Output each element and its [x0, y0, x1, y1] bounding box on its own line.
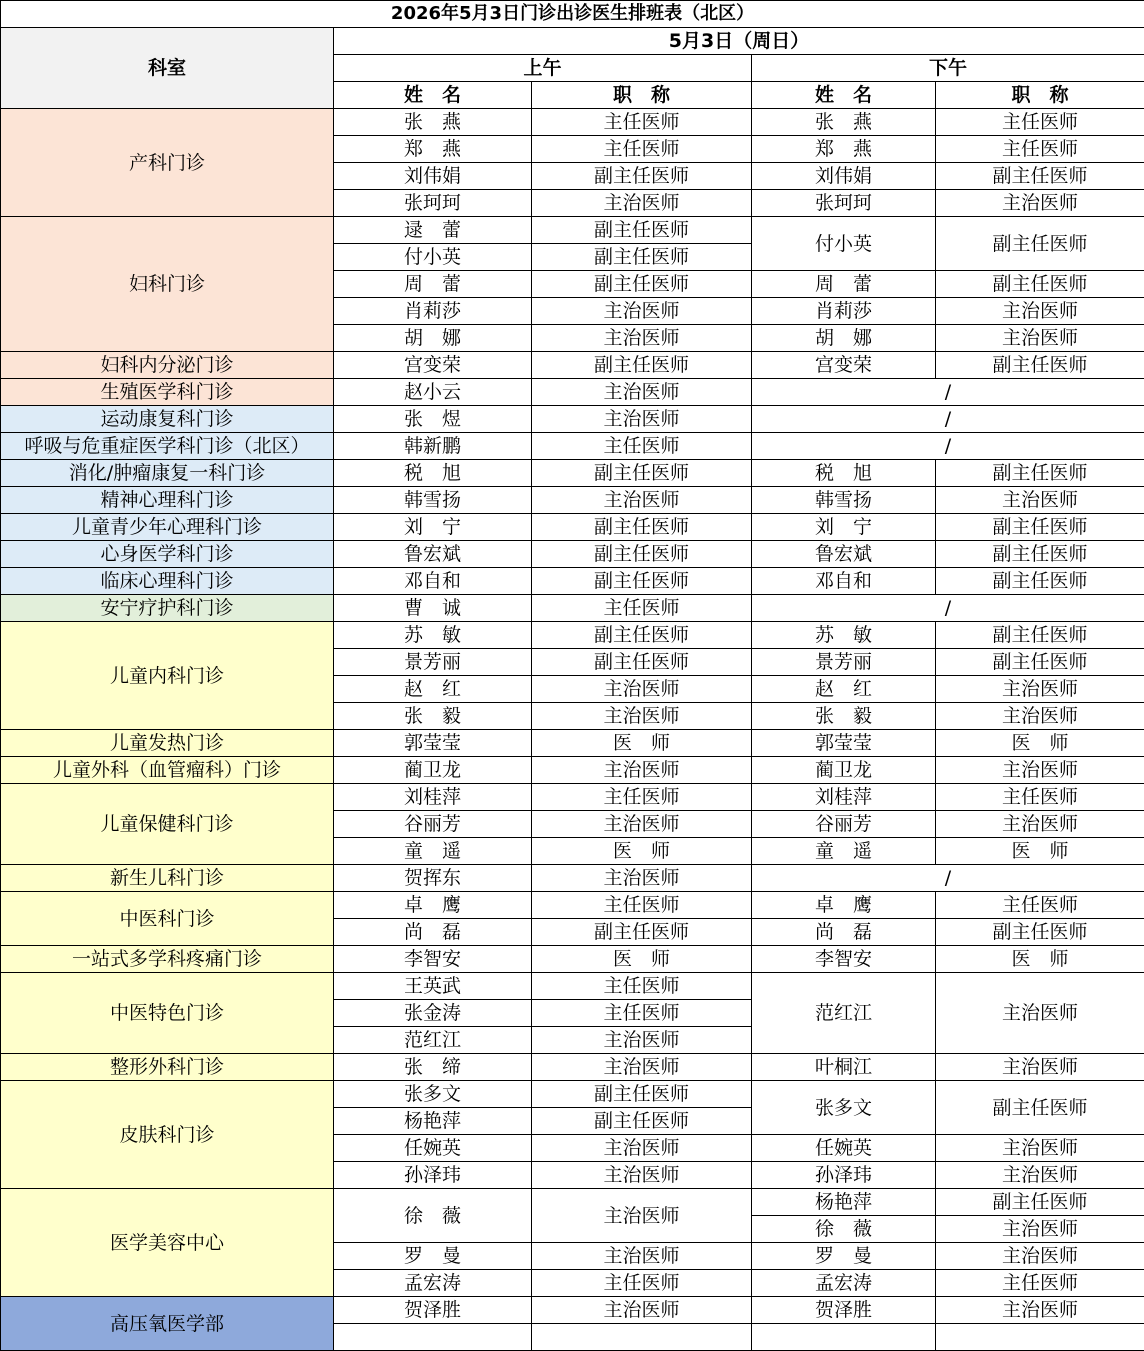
pm-rank-header: 职 称 — [936, 82, 1144, 109]
pm-rank-cell: 副主任医师 — [936, 1081, 1144, 1135]
pm-name-cell: 卓 鹰 — [752, 892, 936, 919]
am-rank-cell: 主任医师 — [532, 1000, 752, 1027]
am-name-cell: 赵小云 — [334, 379, 532, 406]
am-name-cell: 付小英 — [334, 244, 532, 271]
am-name-cell: 贺泽胜 — [334, 1297, 532, 1324]
am-name-cell: 刘 宁 — [334, 514, 532, 541]
am-rank-cell: 主任医师 — [532, 892, 752, 919]
pm-name-cell: 刘桂萍 — [752, 784, 936, 811]
pm-rank-cell: 主治医师 — [936, 757, 1144, 784]
dept-cell: 妇科门诊 — [1, 217, 334, 352]
dept-cell: 精神心理科门诊 — [1, 487, 334, 514]
am-name-cell: 宫变荣 — [334, 352, 532, 379]
am-name-cell: 张 燕 — [334, 109, 532, 136]
am-rank-cell: 副主任医师 — [532, 244, 752, 271]
pm-name-cell: 任婉英 — [752, 1135, 936, 1162]
am-rank-cell: 主治医师 — [532, 1297, 752, 1324]
dept-cell: 新生儿科门诊 — [1, 865, 334, 892]
table-row — [1, 1297, 1144, 1324]
am-name-cell: 刘桂萍 — [334, 784, 532, 811]
am-rank-cell: 副主任医师 — [532, 919, 752, 946]
am-name-cell: 赵 红 — [334, 676, 532, 703]
am-name-cell: 张多文 — [334, 1081, 532, 1108]
table-row — [1, 541, 1144, 568]
pm-rank-cell: 主治医师 — [936, 676, 1144, 703]
pm-rank-cell: 主治医师 — [936, 1054, 1144, 1081]
am-rank-cell: 副主任医师 — [532, 649, 752, 676]
table-row — [1, 892, 1144, 919]
dept-cell: 心身医学科门诊 — [1, 541, 334, 568]
am-name-cell: 税 旭 — [334, 460, 532, 487]
pm-name-cell: 李智安 — [752, 946, 936, 973]
am-name-cell: 孙泽玮 — [334, 1162, 532, 1189]
pm-no-clinic-cell: / — [752, 595, 1144, 622]
am-rank-cell: 主治医师 — [532, 190, 752, 217]
am-rank-cell: 副主任医师 — [532, 352, 752, 379]
table-row — [1, 460, 1144, 487]
am-name-cell: 童 遥 — [334, 838, 532, 865]
am-name-cell: 张金涛 — [334, 1000, 532, 1027]
pm-name-cell: 叶桐江 — [752, 1054, 936, 1081]
am-name-cell: 张 毅 — [334, 703, 532, 730]
table-row — [1, 1189, 1144, 1216]
dept-cell: 临床心理科门诊 — [1, 568, 334, 595]
pm-name-cell: 孟宏涛 — [752, 1270, 936, 1297]
am-rank-cell: 主治医师 — [532, 676, 752, 703]
am-name-header: 姓 名 — [334, 82, 532, 109]
am-rank-cell: 主治医师 — [532, 1243, 752, 1270]
table-row — [1, 568, 1144, 595]
am-rank-cell: 主任医师 — [532, 784, 752, 811]
table-row — [1, 433, 1144, 460]
pm-name-cell: 宫变荣 — [752, 352, 936, 379]
am-rank-cell: 主治医师 — [532, 1162, 752, 1189]
pm-rank-cell: 主治医师 — [936, 190, 1144, 217]
pm-name-cell: 蔺卫龙 — [752, 757, 936, 784]
pm-rank-cell: 副主任医师 — [936, 352, 1144, 379]
pm-name-cell: 童 遥 — [752, 838, 936, 865]
pm-rank-cell: 副主任医师 — [936, 1189, 1144, 1216]
dept-cell: 妇科内分泌门诊 — [1, 352, 334, 379]
am-name-cell — [334, 1324, 532, 1351]
am-rank-header: 职 称 — [532, 82, 752, 109]
pm-name-cell: 刘 宁 — [752, 514, 936, 541]
am-rank-cell: 主治医师 — [532, 379, 752, 406]
table-row — [1, 487, 1144, 514]
pm-rank-cell: 副主任医师 — [936, 568, 1144, 595]
pm-name-cell: 张 燕 — [752, 109, 936, 136]
table-row — [1, 946, 1144, 973]
am-name-cell: 卓 鹰 — [334, 892, 532, 919]
pm-rank-cell: 副主任医师 — [936, 622, 1144, 649]
am-name-cell: 谷丽芳 — [334, 811, 532, 838]
am-rank-cell: 主治医师 — [532, 406, 752, 433]
pm-rank-cell: 主任医师 — [936, 109, 1144, 136]
pm-rank-cell: 副主任医师 — [936, 163, 1144, 190]
am-name-cell: 景芳丽 — [334, 649, 532, 676]
dept-cell: 儿童青少年心理科门诊 — [1, 514, 334, 541]
table-row — [1, 406, 1144, 433]
pm-no-clinic-cell: / — [752, 433, 1144, 460]
am-rank-cell: 主治医师 — [532, 1027, 752, 1054]
dept-header: 科室 — [1, 28, 334, 109]
am-name-cell: 韩雪扬 — [334, 487, 532, 514]
am-name-cell: 刘伟娟 — [334, 163, 532, 190]
am-name-cell: 贺挥东 — [334, 865, 532, 892]
am-rank-cell: 副主任医师 — [532, 163, 752, 190]
pm-rank-cell: 副主任医师 — [936, 460, 1144, 487]
pm-rank-cell — [936, 1324, 1144, 1351]
pm-name-cell: 鲁宏斌 — [752, 541, 936, 568]
pm-no-clinic-cell: / — [752, 865, 1144, 892]
pm-rank-cell: 医 师 — [936, 946, 1144, 973]
am-rank-cell: 主治医师 — [532, 811, 752, 838]
am-name-cell: 蔺卫龙 — [334, 757, 532, 784]
am-name-cell: 邓自和 — [334, 568, 532, 595]
pm-name-cell: 赵 红 — [752, 676, 936, 703]
am-rank-cell: 主治医师 — [532, 757, 752, 784]
table-row — [1, 730, 1144, 757]
am-name-cell: 张珂珂 — [334, 190, 532, 217]
am-rank-cell: 副主任医师 — [532, 271, 752, 298]
am-name-cell: 张 煜 — [334, 406, 532, 433]
dept-cell: 儿童外科（血管瘤科）门诊 — [1, 757, 334, 784]
table-row — [1, 514, 1144, 541]
pm-name-cell: 范红江 — [752, 973, 936, 1054]
pm-rank-cell: 主任医师 — [936, 136, 1144, 163]
am-name-cell: 杨艳萍 — [334, 1108, 532, 1135]
dept-cell: 整形外科门诊 — [1, 1054, 334, 1081]
pm-name-header: 姓 名 — [752, 82, 936, 109]
pm-name-cell: 罗 曼 — [752, 1243, 936, 1270]
pm-header: 下午 — [752, 55, 1144, 82]
pm-name-cell: 税 旭 — [752, 460, 936, 487]
pm-rank-cell: 主治医师 — [936, 973, 1144, 1054]
pm-rank-cell: 副主任医师 — [936, 514, 1144, 541]
pm-rank-cell: 主治医师 — [936, 703, 1144, 730]
am-rank-cell: 副主任医师 — [532, 622, 752, 649]
am-name-cell: 王英武 — [334, 973, 532, 1000]
am-name-cell: 郑 燕 — [334, 136, 532, 163]
pm-rank-cell: 副主任医师 — [936, 541, 1144, 568]
am-rank-cell: 主任医师 — [532, 433, 752, 460]
am-rank-cell: 主治医师 — [532, 487, 752, 514]
pm-name-cell: 胡 娜 — [752, 325, 936, 352]
am-rank-cell: 医 师 — [532, 730, 752, 757]
dept-cell: 中医科门诊 — [1, 892, 334, 946]
am-rank-cell: 副主任医师 — [532, 460, 752, 487]
page-title: 2026年5月3日门诊出诊医生排班表（北区） — [1, 1, 1144, 28]
am-header: 上午 — [334, 55, 752, 82]
am-name-cell: 尚 磊 — [334, 919, 532, 946]
table-row — [1, 595, 1144, 622]
am-rank-cell: 主治医师 — [532, 865, 752, 892]
pm-rank-cell: 主任医师 — [936, 892, 1144, 919]
pm-name-cell: 张珂珂 — [752, 190, 936, 217]
pm-name-cell: 苏 敏 — [752, 622, 936, 649]
pm-name-cell: 郑 燕 — [752, 136, 936, 163]
am-rank-cell: 主治医师 — [532, 703, 752, 730]
am-name-cell: 徐 薇 — [334, 1189, 532, 1243]
am-name-cell: 周 蕾 — [334, 271, 532, 298]
pm-rank-cell: 医 师 — [936, 838, 1144, 865]
am-rank-cell: 副主任医师 — [532, 568, 752, 595]
pm-rank-cell: 主治医师 — [936, 298, 1144, 325]
dept-cell: 消化/肿瘤康复一科门诊 — [1, 460, 334, 487]
am-rank-cell: 主治医师 — [532, 1054, 752, 1081]
pm-rank-cell: 主治医师 — [936, 1135, 1144, 1162]
am-rank-cell: 副主任医师 — [532, 541, 752, 568]
pm-name-cell: 谷丽芳 — [752, 811, 936, 838]
am-rank-cell: 主任医师 — [532, 136, 752, 163]
am-rank-cell: 主治医师 — [532, 325, 752, 352]
am-rank-cell: 主治医师 — [532, 1135, 752, 1162]
pm-name-cell: 邓自和 — [752, 568, 936, 595]
table-row — [1, 865, 1144, 892]
am-name-cell: 郭莹莹 — [334, 730, 532, 757]
am-rank-cell: 副主任医师 — [532, 217, 752, 244]
pm-name-cell — [752, 1324, 936, 1351]
pm-rank-cell: 主治医师 — [936, 1243, 1144, 1270]
am-name-cell: 鲁宏斌 — [334, 541, 532, 568]
pm-name-cell: 杨艳萍 — [752, 1189, 936, 1216]
table-row — [1, 1081, 1144, 1108]
table-row — [1, 757, 1144, 784]
am-rank-cell: 主治医师 — [532, 298, 752, 325]
pm-rank-cell: 主任医师 — [936, 784, 1144, 811]
pm-rank-cell: 主治医师 — [936, 325, 1144, 352]
am-rank-cell: 副主任医师 — [532, 1081, 752, 1108]
dept-cell: 高压氧医学部 — [1, 1297, 334, 1351]
dept-cell: 儿童保健科门诊 — [1, 784, 334, 865]
am-name-cell: 任婉英 — [334, 1135, 532, 1162]
am-name-cell: 胡 娜 — [334, 325, 532, 352]
pm-rank-cell: 医 师 — [936, 730, 1144, 757]
pm-name-cell: 张 毅 — [752, 703, 936, 730]
pm-name-cell: 徐 薇 — [752, 1216, 936, 1243]
table-row — [1, 622, 1144, 649]
pm-no-clinic-cell: / — [752, 406, 1144, 433]
table-row — [1, 352, 1144, 379]
am-name-cell: 肖莉莎 — [334, 298, 532, 325]
am-name-cell: 李智安 — [334, 946, 532, 973]
pm-name-cell: 周 蕾 — [752, 271, 936, 298]
pm-rank-cell: 主治医师 — [936, 1162, 1144, 1189]
dept-cell: 儿童发热门诊 — [1, 730, 334, 757]
pm-name-cell: 景芳丽 — [752, 649, 936, 676]
dept-cell: 儿童内科门诊 — [1, 622, 334, 730]
am-rank-cell: 主任医师 — [532, 595, 752, 622]
dept-cell: 皮肤科门诊 — [1, 1081, 334, 1189]
dept-cell: 医学美容中心 — [1, 1189, 334, 1297]
table-row — [1, 217, 1144, 244]
pm-name-cell: 孙泽玮 — [752, 1162, 936, 1189]
dept-cell: 生殖医学科门诊 — [1, 379, 334, 406]
am-rank-cell: 主任医师 — [532, 109, 752, 136]
am-name-cell: 张 缔 — [334, 1054, 532, 1081]
pm-rank-cell: 主治医师 — [936, 487, 1144, 514]
am-rank-cell: 医 师 — [532, 838, 752, 865]
pm-name-cell: 肖莉莎 — [752, 298, 936, 325]
pm-rank-cell: 副主任医师 — [936, 919, 1144, 946]
pm-rank-cell: 副主任医师 — [936, 217, 1144, 271]
pm-rank-cell: 主治医师 — [936, 811, 1144, 838]
am-rank-cell — [532, 1324, 752, 1351]
am-name-cell: 逯 蕾 — [334, 217, 532, 244]
am-name-cell: 范红江 — [334, 1027, 532, 1054]
pm-name-cell: 张多文 — [752, 1081, 936, 1135]
pm-rank-cell: 主治医师 — [936, 1216, 1144, 1243]
dept-cell: 一站式多学科疼痛门诊 — [1, 946, 334, 973]
pm-rank-cell: 主任医师 — [936, 1270, 1144, 1297]
dept-cell: 产科门诊 — [1, 109, 334, 217]
dept-cell: 安宁疗护科门诊 — [1, 595, 334, 622]
table-row — [1, 1054, 1144, 1081]
table-row — [1, 379, 1144, 406]
am-rank-cell: 副主任医师 — [532, 514, 752, 541]
pm-no-clinic-cell: / — [752, 379, 1144, 406]
date-header: 5月3日（周日） — [334, 28, 1144, 55]
pm-name-cell: 付小英 — [752, 217, 936, 271]
table-row — [1, 973, 1144, 1000]
am-name-cell: 苏 敏 — [334, 622, 532, 649]
pm-rank-cell: 副主任医师 — [936, 649, 1144, 676]
am-rank-cell: 医 师 — [532, 946, 752, 973]
am-rank-cell: 主治医师 — [532, 1189, 752, 1243]
am-rank-cell: 主任医师 — [532, 1270, 752, 1297]
pm-name-cell: 郭莹莹 — [752, 730, 936, 757]
pm-name-cell: 刘伟娟 — [752, 163, 936, 190]
pm-name-cell: 韩雪扬 — [752, 487, 936, 514]
pm-rank-cell: 主治医师 — [936, 1297, 1144, 1324]
am-name-cell: 孟宏涛 — [334, 1270, 532, 1297]
pm-rank-cell: 副主任医师 — [936, 271, 1144, 298]
dept-cell: 中医特色门诊 — [1, 973, 334, 1054]
am-name-cell: 韩新鹏 — [334, 433, 532, 460]
am-rank-cell: 副主任医师 — [532, 1108, 752, 1135]
pm-name-cell: 贺泽胜 — [752, 1297, 936, 1324]
table-row — [1, 109, 1144, 136]
dept-cell: 运动康复科门诊 — [1, 406, 334, 433]
am-name-cell: 曹 诚 — [334, 595, 532, 622]
pm-name-cell: 尚 磊 — [752, 919, 936, 946]
table-row — [1, 784, 1144, 811]
dept-cell: 呼吸与危重症医学科门诊（北区） — [1, 433, 334, 460]
am-rank-cell: 主任医师 — [532, 973, 752, 1000]
am-name-cell: 罗 曼 — [334, 1243, 532, 1270]
